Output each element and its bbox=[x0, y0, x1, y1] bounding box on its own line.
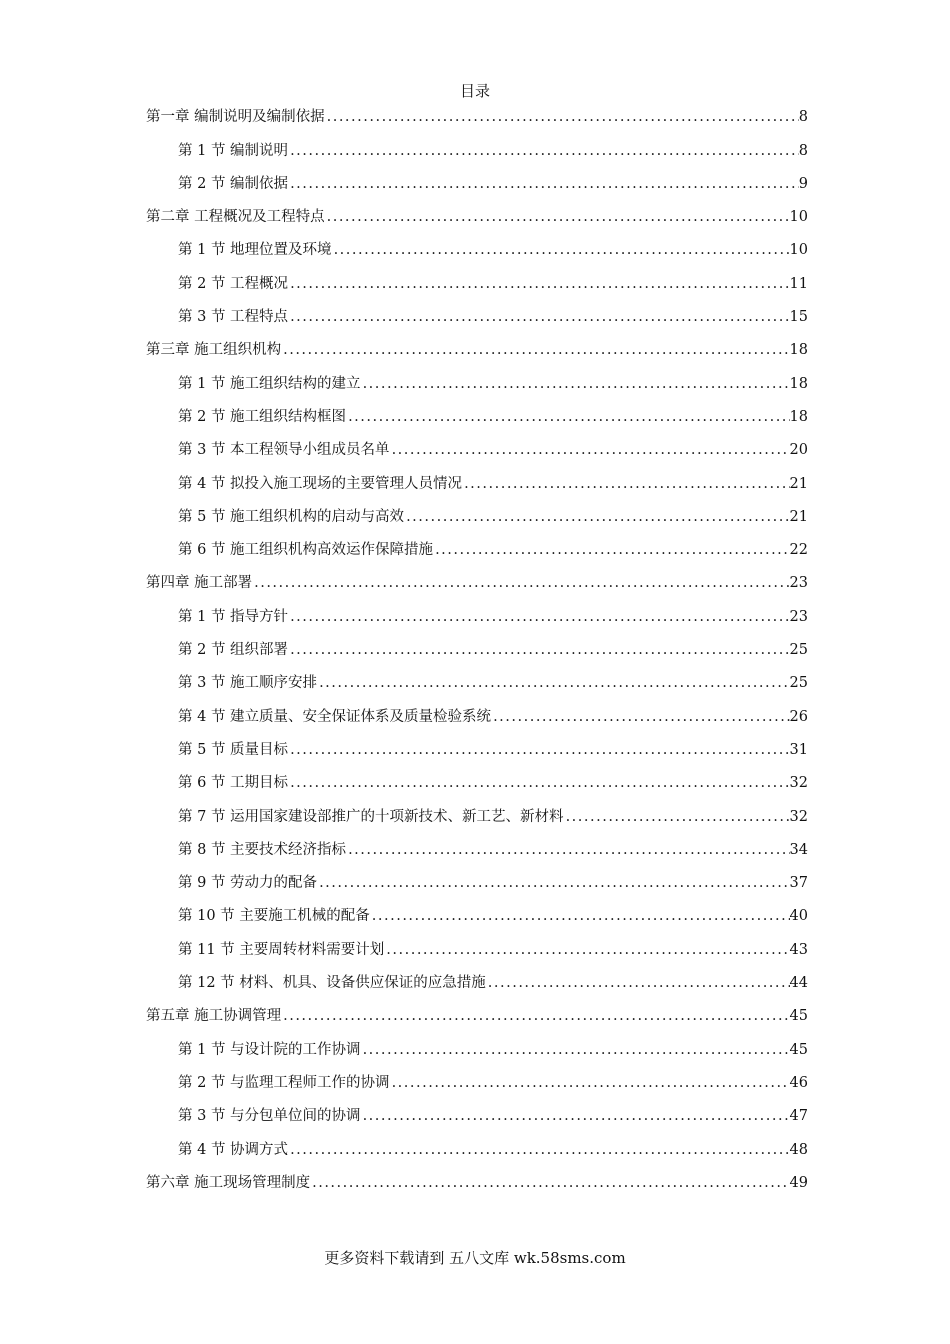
toc-section-entry[interactable] bbox=[146, 534, 808, 567]
toc-entry-page-number: 25 bbox=[789, 642, 808, 659]
toc-entry-label: 第 1 节 施工组织结构的建立 bbox=[178, 375, 361, 392]
dot-leader bbox=[288, 135, 799, 168]
toc-section-entry[interactable] bbox=[146, 600, 808, 633]
toc-section-entry[interactable] bbox=[146, 501, 808, 534]
toc-section-entry[interactable] bbox=[146, 900, 808, 933]
toc-entry-label: 第 1 节 编制说明 bbox=[178, 142, 289, 159]
toc-chapter-entry[interactable] bbox=[146, 567, 808, 600]
toc-entry-label: 第三章 施工组织机构 bbox=[146, 342, 282, 359]
toc-chapter-entry[interactable] bbox=[146, 101, 808, 134]
toc-chapter-entry[interactable] bbox=[146, 201, 808, 234]
dot-leader bbox=[288, 601, 789, 634]
toc-section-entry[interactable] bbox=[146, 301, 808, 334]
toc-entry-label: 第 1 节 与设计院的工作协调 bbox=[178, 1041, 361, 1058]
toc-entry-page-number: 18 bbox=[789, 375, 808, 392]
toc-entry-page-number: 20 bbox=[789, 442, 808, 459]
dot-leader bbox=[317, 667, 789, 700]
dot-leader bbox=[384, 934, 789, 967]
dot-leader bbox=[486, 967, 790, 1000]
toc-entry-label: 第 2 节 编制依据 bbox=[178, 175, 289, 192]
toc-entry-page-number: 48 bbox=[789, 1141, 808, 1158]
toc-section-entry[interactable] bbox=[146, 867, 808, 900]
toc-entry-label: 第五章 施工协调管理 bbox=[146, 1008, 282, 1025]
toc-entry-label: 第 7 节 运用国家建设部推广的十项新技术、新工艺、新材料 bbox=[178, 808, 564, 825]
table-of-contents bbox=[146, 101, 808, 1200]
toc-section-entry[interactable] bbox=[146, 767, 808, 800]
dot-leader bbox=[288, 301, 789, 334]
dot-leader bbox=[433, 534, 789, 567]
toc-entry-page-number: 9 bbox=[798, 175, 808, 192]
toc-entry-label: 第 6 节 工期目标 bbox=[178, 775, 289, 792]
toc-entry-label: 第 10 节 主要施工机械的配备 bbox=[178, 908, 370, 925]
toc-entry-page-number: 45 bbox=[789, 1008, 808, 1025]
dot-leader bbox=[288, 1134, 789, 1167]
toc-entry-label: 第 1 节 地理位置及环境 bbox=[178, 242, 332, 259]
page-title: 目录 bbox=[459, 82, 490, 100]
toc-section-entry[interactable] bbox=[146, 667, 808, 700]
dot-leader bbox=[390, 434, 790, 467]
toc-section-entry[interactable] bbox=[146, 800, 808, 833]
toc-entry-page-number: 10 bbox=[789, 242, 808, 259]
toc-section-entry[interactable] bbox=[146, 933, 808, 966]
toc-section-entry[interactable] bbox=[146, 967, 808, 1000]
toc-entry-page-number: 10 bbox=[789, 209, 808, 226]
toc-entry-page-number: 22 bbox=[789, 542, 808, 559]
toc-section-entry[interactable] bbox=[146, 834, 808, 867]
toc-entry-label: 第六章 施工现场管理制度 bbox=[146, 1174, 311, 1191]
toc-entry-page-number: 37 bbox=[789, 875, 808, 892]
dot-leader bbox=[361, 1034, 790, 1067]
dot-leader bbox=[346, 834, 789, 867]
dot-leader bbox=[288, 634, 789, 667]
dot-leader bbox=[288, 268, 789, 301]
toc-section-entry[interactable] bbox=[146, 134, 808, 167]
toc-section-entry[interactable] bbox=[146, 1133, 808, 1166]
toc-entry-label: 第 8 节 主要技术经济指标 bbox=[178, 841, 347, 858]
toc-entry-page-number: 34 bbox=[789, 841, 808, 858]
toc-entry-label: 第 4 节 建立质量、安全保证体系及质量检验系统 bbox=[178, 708, 492, 725]
toc-entry-page-number: 11 bbox=[789, 275, 808, 292]
dot-leader bbox=[281, 334, 789, 367]
dot-leader bbox=[390, 1067, 790, 1100]
toc-entry-page-number: 18 bbox=[789, 408, 808, 425]
toc-entry-label: 第 9 节 劳动力的配备 bbox=[178, 875, 318, 892]
toc-section-entry[interactable] bbox=[146, 1067, 808, 1100]
toc-entry-page-number: 26 bbox=[789, 708, 808, 725]
footer-note: 更多资料下载请到 五八文库 wk.58sms.com bbox=[324, 1249, 626, 1267]
toc-section-entry[interactable] bbox=[146, 267, 808, 300]
toc-section-entry[interactable] bbox=[146, 700, 808, 733]
toc-entry-label: 第 3 节 工程特点 bbox=[178, 309, 289, 326]
toc-entry-label: 第二章 工程概况及工程特点 bbox=[146, 209, 325, 226]
toc-entry-page-number: 32 bbox=[789, 775, 808, 792]
dot-leader bbox=[310, 1167, 789, 1200]
toc-section-entry[interactable] bbox=[146, 734, 808, 767]
dot-leader bbox=[252, 567, 789, 600]
toc-chapter-entry[interactable] bbox=[146, 1167, 808, 1200]
dot-leader bbox=[346, 401, 789, 434]
toc-entry-page-number: 43 bbox=[789, 941, 808, 958]
toc-section-entry[interactable] bbox=[146, 401, 808, 434]
toc-entry-label: 第 12 节 材料、机具、设备供应保证的应急措施 bbox=[178, 975, 486, 992]
dot-leader bbox=[325, 101, 799, 134]
toc-entry-page-number: 47 bbox=[789, 1108, 808, 1125]
dot-leader bbox=[491, 701, 789, 734]
dot-leader bbox=[462, 468, 789, 501]
toc-section-entry[interactable] bbox=[146, 634, 808, 667]
toc-entry-label: 第四章 施工部署 bbox=[146, 575, 253, 592]
dot-leader bbox=[404, 501, 789, 534]
toc-entry-page-number: 40 bbox=[789, 908, 808, 925]
toc-entry-page-number: 31 bbox=[789, 741, 808, 758]
toc-entry-page-number: 8 bbox=[798, 109, 808, 126]
toc-chapter-entry[interactable] bbox=[146, 1000, 808, 1033]
dot-leader bbox=[317, 867, 789, 900]
toc-entry-page-number: 8 bbox=[798, 142, 808, 159]
toc-entry-label: 第 2 节 工程概况 bbox=[178, 275, 289, 292]
toc-section-entry[interactable] bbox=[146, 1100, 808, 1133]
toc-entry-label: 第 3 节 与分包单位间的协调 bbox=[178, 1108, 361, 1125]
toc-section-entry[interactable] bbox=[146, 1033, 808, 1066]
toc-entry-page-number: 44 bbox=[789, 975, 808, 992]
toc-entry-label: 第 5 节 质量目标 bbox=[178, 741, 289, 758]
toc-entry-page-number: 45 bbox=[789, 1041, 808, 1058]
toc-entry-page-number: 21 bbox=[789, 508, 808, 525]
toc-entry-page-number: 21 bbox=[789, 475, 808, 492]
dot-leader bbox=[288, 767, 789, 800]
toc-entry-label: 第 2 节 组织部署 bbox=[178, 642, 289, 659]
toc-section-entry[interactable] bbox=[146, 234, 808, 267]
toc-entry-page-number: 15 bbox=[789, 309, 808, 326]
dot-leader bbox=[332, 234, 790, 267]
dot-leader bbox=[281, 1000, 789, 1033]
toc-entry-label: 第 11 节 主要周转材料需要计划 bbox=[178, 941, 385, 958]
toc-entry-label: 第 2 节 与监理工程师工作的协调 bbox=[178, 1074, 390, 1091]
toc-entry-label: 第 3 节 本工程领导小组成员名单 bbox=[178, 442, 390, 459]
dot-leader bbox=[288, 734, 789, 767]
dot-leader bbox=[564, 801, 790, 834]
toc-entry-label: 第 2 节 施工组织结构框图 bbox=[178, 408, 347, 425]
toc-entry-page-number: 25 bbox=[789, 675, 808, 692]
toc-entry-page-number: 32 bbox=[789, 808, 808, 825]
toc-entry-page-number: 46 bbox=[789, 1074, 808, 1091]
toc-section-entry[interactable] bbox=[146, 168, 808, 201]
toc-section-entry[interactable] bbox=[146, 467, 808, 500]
dot-leader bbox=[361, 1100, 790, 1133]
toc-entry-page-number: 23 bbox=[789, 575, 808, 592]
dot-leader bbox=[361, 368, 790, 401]
toc-entry-label: 第一章 编制说明及编制依据 bbox=[146, 109, 325, 126]
dot-leader bbox=[288, 168, 799, 201]
toc-entry-label: 第 6 节 施工组织机构高效运作保障措施 bbox=[178, 542, 434, 559]
toc-entry-label: 第 1 节 指导方针 bbox=[178, 608, 289, 625]
dot-leader bbox=[325, 201, 790, 234]
toc-chapter-entry[interactable] bbox=[146, 334, 808, 367]
toc-entry-page-number: 49 bbox=[789, 1174, 808, 1191]
toc-entry-label: 第 4 节 拟投入施工现场的主要管理人员情况 bbox=[178, 475, 463, 492]
toc-entry-label: 第 3 节 施工顺序安排 bbox=[178, 675, 318, 692]
toc-entry-page-number: 18 bbox=[789, 342, 808, 359]
toc-entry-label: 第 4 节 协调方式 bbox=[178, 1141, 289, 1158]
toc-section-entry[interactable] bbox=[146, 434, 808, 467]
toc-section-entry[interactable] bbox=[146, 367, 808, 400]
toc-entry-label: 第 5 节 施工组织机构的启动与高效 bbox=[178, 508, 405, 525]
toc-entry-page-number: 23 bbox=[789, 608, 808, 625]
dot-leader bbox=[370, 900, 790, 933]
